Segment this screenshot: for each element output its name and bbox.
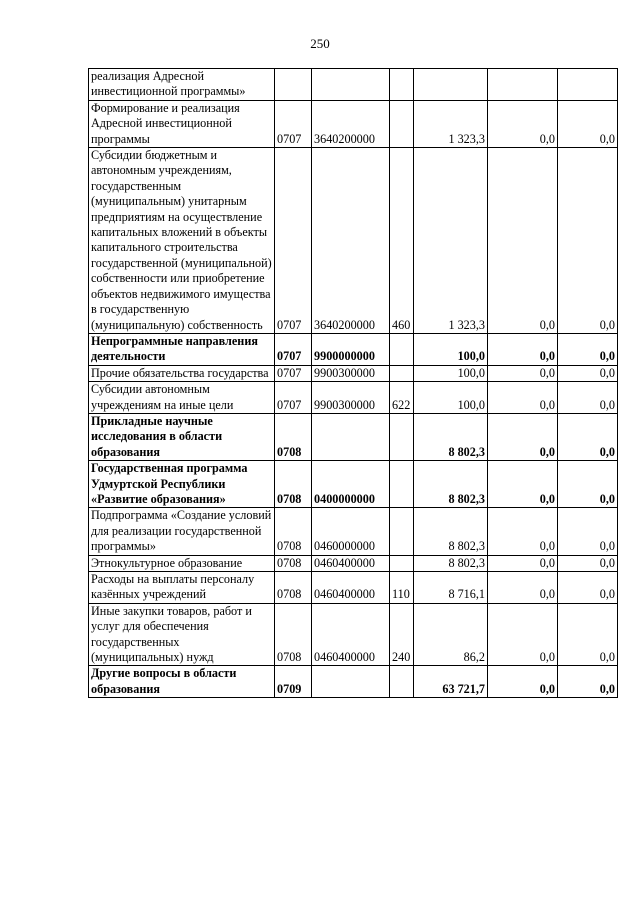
table-row <box>89 413 618 460</box>
amount-year-1: 8 802,3 <box>414 508 488 555</box>
amount-year-3: 0,0 <box>558 603 618 666</box>
expense-type-code <box>390 333 414 365</box>
target-article-code <box>312 666 390 698</box>
amount-year-2: 0,0 <box>488 333 558 365</box>
target-article-code: 3640200000 <box>312 148 390 334</box>
amount-year-2: 0,0 <box>488 666 558 698</box>
section-code <box>275 69 312 101</box>
amount-year-1: 1 323,3 <box>414 100 488 147</box>
table-row <box>89 461 618 508</box>
target-article-code <box>312 69 390 101</box>
item-name: Государственная программа Удмуртской Республики «Развитие образования» <box>89 461 275 508</box>
section-code: 0708 <box>275 508 312 555</box>
table-body <box>89 69 618 698</box>
table-row <box>89 69 618 101</box>
amount-year-2: 0,0 <box>488 461 558 508</box>
expense-type-code <box>390 555 414 571</box>
expense-type-code <box>390 508 414 555</box>
amount-year-3: 0,0 <box>558 382 618 414</box>
item-name: реализация Адресной инвестиционной программы» <box>89 69 275 101</box>
section-code: 0708 <box>275 413 312 460</box>
expense-type-code: 240 <box>390 603 414 666</box>
section-code: 0707 <box>275 148 312 334</box>
amount-year-3: 0,0 <box>558 508 618 555</box>
amount-year-3: 0,0 <box>558 461 618 508</box>
section-code: 0707 <box>275 365 312 381</box>
section-code: 0707 <box>275 382 312 414</box>
target-article-code: 9900000000 <box>312 333 390 365</box>
amount-year-2: 0,0 <box>488 555 558 571</box>
section-code: 0708 <box>275 555 312 571</box>
amount-year-1: 100,0 <box>414 365 488 381</box>
expense-type-code: 460 <box>390 148 414 334</box>
item-name: Прочие обязательства государства <box>89 365 275 381</box>
table-row <box>89 148 618 334</box>
section-code: 0709 <box>275 666 312 698</box>
amount-year-3: 0,0 <box>558 413 618 460</box>
item-name: Прикладные научные исследования в области образования <box>89 413 275 460</box>
amount-year-2: 0,0 <box>488 603 558 666</box>
table-row <box>89 603 618 666</box>
target-article-code: 3640200000 <box>312 100 390 147</box>
table-row <box>89 555 618 571</box>
item-name: Иные закупки товаров, работ и услуг для обеспечения государственных (муниципальных) нужд <box>89 603 275 666</box>
amount-year-1 <box>414 69 488 101</box>
amount-year-2: 0,0 <box>488 382 558 414</box>
expense-type-code <box>390 413 414 460</box>
item-name: Другие вопросы в области образования <box>89 666 275 698</box>
item-name: Формирование и реализация Адресной инвестиционной программы <box>89 100 275 147</box>
target-article-code: 0400000000 <box>312 461 390 508</box>
amount-year-1: 100,0 <box>414 333 488 365</box>
expense-type-code <box>390 666 414 698</box>
target-article-code: 0460400000 <box>312 572 390 604</box>
amount-year-3: 0,0 <box>558 148 618 334</box>
section-code: 0708 <box>275 572 312 604</box>
amount-year-3: 0,0 <box>558 555 618 571</box>
item-name: Расходы на выплаты персоналу казённых учреждений <box>89 572 275 604</box>
table-row <box>89 382 618 414</box>
amount-year-3: 0,0 <box>558 333 618 365</box>
budget-table <box>88 68 618 698</box>
amount-year-1: 100,0 <box>414 382 488 414</box>
target-article-code: 9900300000 <box>312 365 390 381</box>
table-row <box>89 333 618 365</box>
amount-year-3: 0,0 <box>558 365 618 381</box>
table-row <box>89 572 618 604</box>
amount-year-1: 1 323,3 <box>414 148 488 334</box>
section-code: 0707 <box>275 333 312 365</box>
section-code: 0708 <box>275 461 312 508</box>
expense-type-code: 622 <box>390 382 414 414</box>
target-article-code: 0460400000 <box>312 603 390 666</box>
amount-year-3: 0,0 <box>558 100 618 147</box>
expense-type-code <box>390 100 414 147</box>
expense-type-code <box>390 365 414 381</box>
expense-type-code <box>390 69 414 101</box>
page-number: 250 <box>310 36 330 51</box>
amount-year-1: 86,2 <box>414 603 488 666</box>
amount-year-3: 0,0 <box>558 666 618 698</box>
table-row <box>89 666 618 698</box>
item-name: Непрограммные направления деятельности <box>89 333 275 365</box>
amount-year-1: 8 802,3 <box>414 461 488 508</box>
amount-year-3 <box>558 69 618 101</box>
item-name: Субсидии автономным учреждениям на иные цели <box>89 382 275 414</box>
expense-type-code: 110 <box>390 572 414 604</box>
table-row <box>89 508 618 555</box>
amount-year-1: 8 716,1 <box>414 572 488 604</box>
expense-type-code <box>390 461 414 508</box>
target-article-code <box>312 413 390 460</box>
item-name: Субсидии бюджетным и автономным учреждениям, государственным (муниципальным) унитарным предприятиям на осуществление капитальных вложений в объекты капитального строительства государственной (муниципальной) собственности или приобретение объектов недвижимого имущества в государственную (муниципальную) собственность <box>89 148 275 334</box>
amount-year-2: 0,0 <box>488 365 558 381</box>
amount-year-1: 8 802,3 <box>414 413 488 460</box>
amount-year-2: 0,0 <box>488 508 558 555</box>
item-name: Этнокультурное образование <box>89 555 275 571</box>
item-name: Подпрограмма «Создание условий для реализации государственной программы» <box>89 508 275 555</box>
amount-year-2: 0,0 <box>488 572 558 604</box>
table-row <box>89 365 618 381</box>
amount-year-2: 0,0 <box>488 100 558 147</box>
section-code: 0708 <box>275 603 312 666</box>
amount-year-1: 63 721,7 <box>414 666 488 698</box>
amount-year-3: 0,0 <box>558 572 618 604</box>
target-article-code: 0460000000 <box>312 508 390 555</box>
amount-year-2 <box>488 69 558 101</box>
amount-year-1: 8 802,3 <box>414 555 488 571</box>
target-article-code: 9900300000 <box>312 382 390 414</box>
table-row <box>89 100 618 147</box>
target-article-code: 0460400000 <box>312 555 390 571</box>
section-code: 0707 <box>275 100 312 147</box>
amount-year-2: 0,0 <box>488 413 558 460</box>
amount-year-2: 0,0 <box>488 148 558 334</box>
